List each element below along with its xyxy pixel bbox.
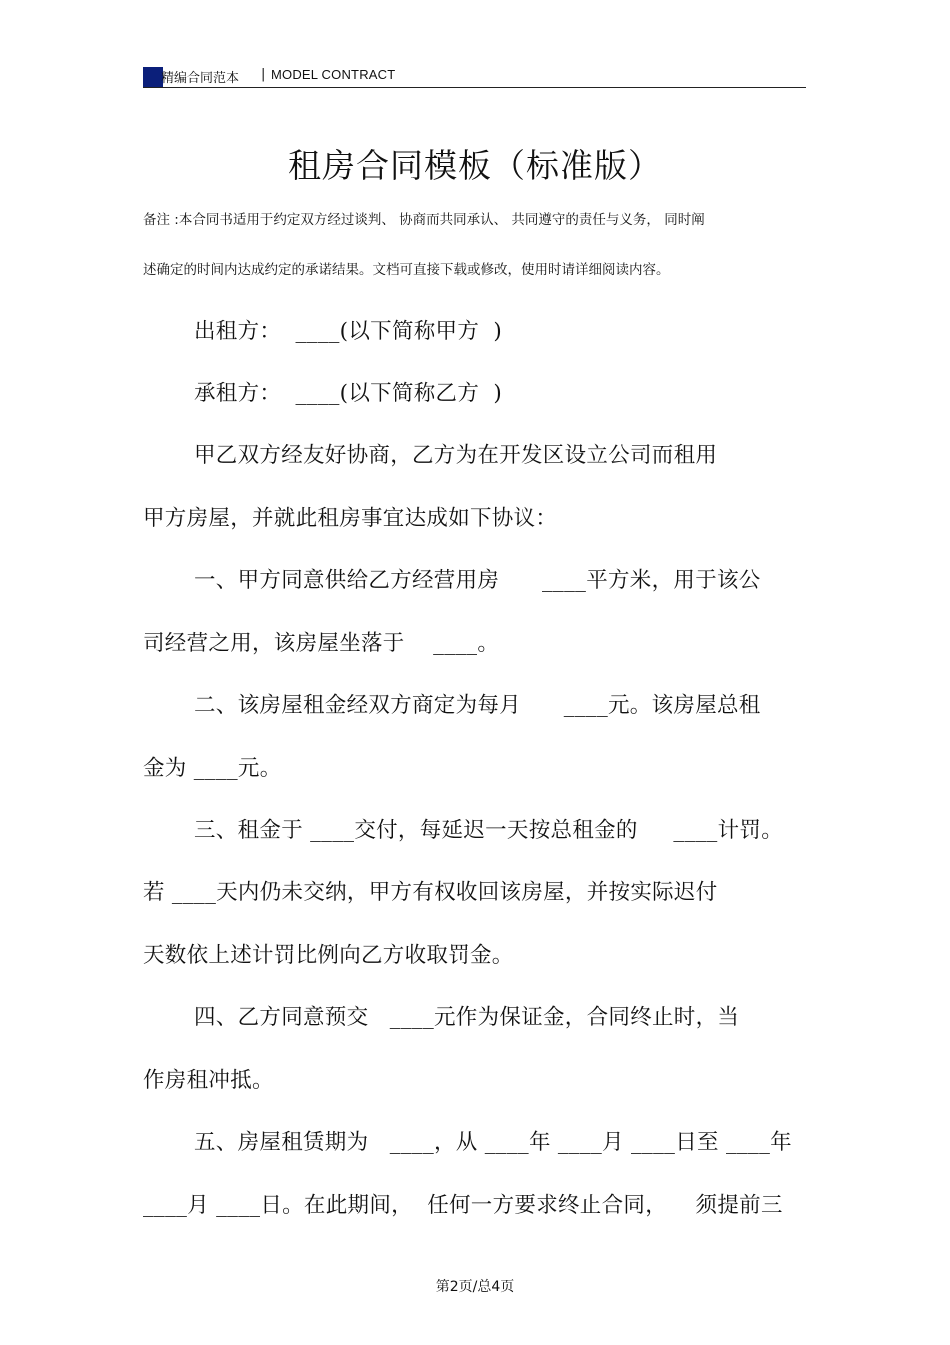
header-separator: | — [261, 67, 266, 82]
header-title-cn: 精编合同范本 — [161, 71, 240, 86]
note-line-1: 备注 :本合同书适用于约定双方经过谈判、 协商而共同承认、 共同遵守的责任与义务， 同时阐 — [143, 212, 705, 228]
clause-3-line-3: 天数依上述计罚比例向乙方收取罚金。 — [143, 943, 514, 968]
preamble-line-1: 甲乙双方经友好协商，乙方为在开发区设立公司而租用 — [194, 443, 718, 468]
header-divider — [143, 87, 806, 88]
document-title: 租房合同模板（标准版） — [288, 146, 662, 185]
clause-4-line-1: 四、乙方同意预交 ____元作为保证金，合同终止时，当 — [194, 1005, 740, 1030]
clause-5-line-2: ____月 ____日。在此期间， 任何一方要求终止合同， 须提前三 — [143, 1193, 783, 1218]
clause-3-line-1: 三、租金于 ____交付，每延迟一天按总租金的 ____计罚。 — [194, 818, 784, 843]
header-title-en: MODEL CONTRACT — [271, 67, 396, 82]
clause-1-line-1: 一、甲方同意供给乙方经营用房 ____平方米，用于该公 — [194, 568, 761, 593]
lessor-line: 出租方： ____(以下简称甲方 ) — [194, 319, 503, 344]
preamble-line-2: 甲方房屋，并就此租房事宜达成如下协议： — [143, 506, 558, 531]
clause-2-line-2: 金为 ____元。 — [143, 756, 282, 781]
page-footer: 第2页/总4页 — [435, 1279, 515, 1295]
clause-3-line-2: 若 ____天内仍未交纳，甲方有权收回该房屋，并按实际迟付 — [143, 880, 718, 905]
clause-4-line-2: 作房租冲抵。 — [143, 1068, 274, 1093]
page-header — [143, 64, 806, 88]
clause-1-line-2: 司经营之用，该房屋坐落于 ____。 — [143, 631, 500, 656]
logo-square-icon — [143, 67, 163, 87]
clause-5-line-1: 五、房屋租赁期为 ____，从 ____年 ____月 ____日至 ____年 — [194, 1130, 792, 1155]
note-line-2: 述确定的时间内达成约定的承诺结果。文档可直接下载或修改，使用时请详细阅读内容。 — [143, 262, 670, 278]
lessee-line: 承租方： ____(以下简称乙方 ) — [194, 381, 503, 406]
clause-2-line-1: 二、该房屋租金经双方商定为每月 ____元。该房屋总租 — [194, 693, 761, 718]
